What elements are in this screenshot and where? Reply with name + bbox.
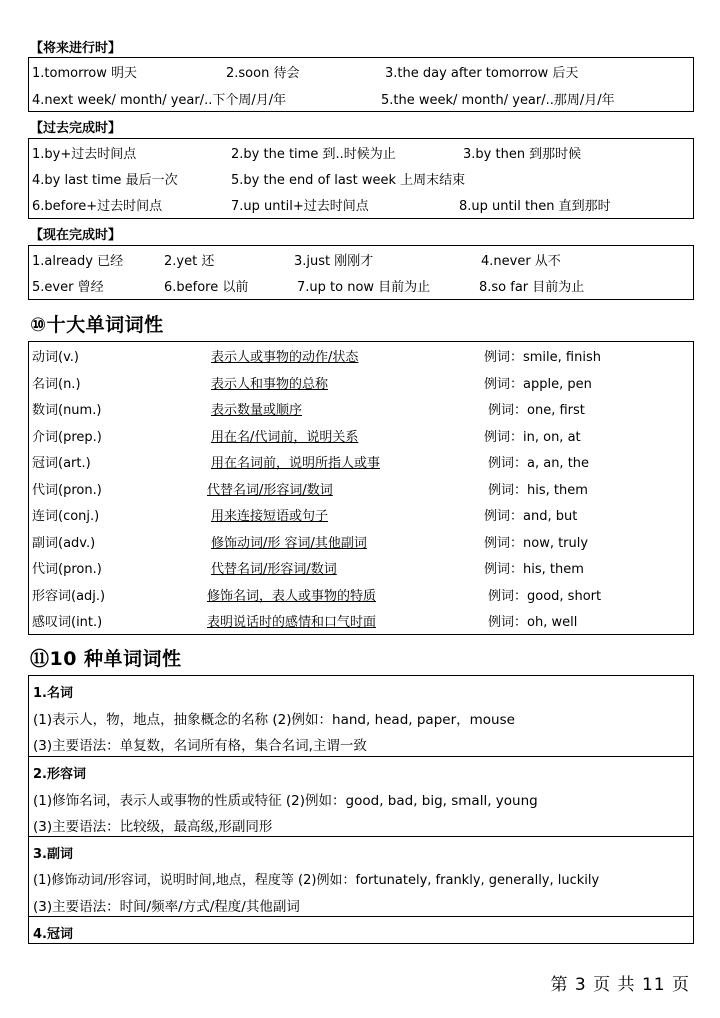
present-perfect-box bbox=[28, 245, 694, 300]
table-cell: 2.yet 还 bbox=[164, 254, 215, 269]
table-row bbox=[29, 273, 693, 299]
word-types-detail-box bbox=[28, 675, 694, 944]
table-row bbox=[29, 554, 693, 580]
table-cell: 5.the week/ month/ year/..那周/月/年 bbox=[381, 93, 615, 108]
table-cell: 5.ever 曾经 bbox=[32, 280, 104, 295]
pos-description: 表明说话时的感情和口气时面 bbox=[207, 615, 377, 630]
block-line: (3)主要语法：单复数，名词所有格，集合名词,主谓一致 bbox=[33, 738, 367, 754]
section-10-title: ⑩十大单词词性 bbox=[30, 314, 164, 336]
pos-name: 介词(prep.) bbox=[32, 429, 102, 445]
pos-example: 例词：good, short bbox=[488, 588, 602, 604]
pos-example: 例词：one, first bbox=[488, 403, 585, 418]
table-cell: 3.by then 到那时候 bbox=[463, 147, 582, 162]
pos-description: 表示人和事物的总称 bbox=[211, 376, 329, 392]
pos-example: 例词：in, on, at bbox=[484, 429, 581, 445]
table-cell: 8.so far 目前为止 bbox=[479, 280, 585, 295]
pos-description: 用在名词前，说明所指人或事 bbox=[211, 456, 381, 471]
pos-example: 例词：apple, pen bbox=[484, 376, 592, 392]
word-types-table bbox=[28, 341, 694, 635]
pos-name: 副词(adv.) bbox=[32, 535, 96, 551]
pos-name: 连词(conj.) bbox=[32, 509, 100, 524]
pos-name: 形容词(adj.) bbox=[32, 588, 106, 604]
table-row bbox=[29, 59, 693, 85]
table-cell: 3.the day after tomorrow 后天 bbox=[385, 66, 579, 81]
table-cell: 4.by last time 最后一次 bbox=[32, 173, 178, 188]
present-perfect-heading: 【现在完成时】 bbox=[30, 228, 122, 243]
table-cell: 7.up to now 目前为止 bbox=[297, 280, 431, 295]
table-cell: 2.by the time 到..时候为止 bbox=[231, 147, 396, 162]
pos-description: 用在名/代词前，说明关系 bbox=[211, 429, 359, 445]
pos-example: 例词：smile, finish bbox=[484, 350, 601, 365]
pos-example: 例词：oh, well bbox=[488, 615, 578, 630]
pos-example: 例词：and, but bbox=[484, 509, 578, 524]
table-row bbox=[29, 166, 693, 192]
page-number: 第 3 页 共 11 页 bbox=[550, 975, 690, 995]
table-row bbox=[29, 448, 693, 474]
section-11-title: ⑪10 种单词词性 bbox=[30, 648, 182, 670]
table-cell: 1.tomorrow 明天 bbox=[32, 66, 137, 81]
table-cell: 1.by+过去时间点 bbox=[32, 147, 137, 162]
pos-example: 例词：his, them bbox=[484, 562, 584, 577]
pos-description: 表示人或事物的动作/状态 bbox=[211, 350, 359, 365]
detail-block-article bbox=[29, 916, 693, 945]
pos-name: 冠词(art.) bbox=[32, 456, 91, 471]
block-line: (3)主要语法：比较级，最高级,形副同形 bbox=[33, 819, 273, 835]
block-title: 4.冠词 bbox=[33, 927, 73, 942]
table-row bbox=[29, 607, 693, 633]
pos-description: 修饰名词，表人或事物的特质 bbox=[207, 588, 377, 604]
detail-block-adjective bbox=[29, 756, 693, 837]
table-cell: 5.by the end of last week 上周末结束 bbox=[231, 173, 466, 188]
past-perfect-box bbox=[28, 138, 694, 219]
detail-block-adverb bbox=[29, 836, 693, 917]
table-cell: 4.never 从不 bbox=[481, 254, 561, 269]
table-cell: 6.before 以前 bbox=[164, 280, 249, 295]
block-line: (1)表示人，物，地点，抽象概念的名称 (2)例如：hand, head, paper，mouse bbox=[33, 712, 515, 728]
pos-name: 名词(n.) bbox=[32, 376, 81, 392]
pos-example: 例词：now, truly bbox=[484, 535, 589, 551]
table-row bbox=[29, 395, 693, 421]
block-line: (3)主要语法：时间/频率/方式/程度/其他副词 bbox=[33, 899, 300, 915]
block-title: 3.副词 bbox=[33, 847, 73, 862]
table-cell: 6.before+过去时间点 bbox=[32, 199, 163, 214]
table-row bbox=[29, 501, 693, 527]
detail-block-noun bbox=[29, 676, 693, 756]
table-cell: 4.next week/ month/ year/..下个周/月/年 bbox=[32, 93, 287, 108]
pos-example: 例词：his, them bbox=[488, 482, 588, 498]
pos-name: 代词(pron.) bbox=[32, 482, 102, 498]
table-row bbox=[29, 369, 693, 395]
future-progressive-heading: 【将来进行时】 bbox=[30, 41, 122, 56]
pos-name: 感叹词(int.) bbox=[32, 615, 103, 630]
pos-example: 例词：a, an, the bbox=[488, 456, 590, 471]
pos-description: 表示数量或顺序 bbox=[211, 403, 303, 418]
table-row bbox=[29, 192, 693, 218]
table-row bbox=[29, 247, 693, 273]
block-title: 1.名词 bbox=[33, 686, 73, 701]
table-cell: 2.soon 待会 bbox=[226, 66, 300, 81]
table-cell: 1.already 已经 bbox=[32, 254, 124, 269]
pos-name: 动词(v.) bbox=[32, 350, 79, 365]
table-row bbox=[29, 581, 693, 607]
table-row bbox=[29, 528, 693, 554]
block-title: 2.形容词 bbox=[33, 767, 86, 782]
block-line: (1)修饰动词/形容词，说明时间,地点，程度等 (2)例如：fortunately, frankly, generally, luckily bbox=[33, 873, 600, 888]
pos-description: 用来连接短语或句子 bbox=[211, 509, 329, 524]
table-row bbox=[29, 86, 693, 112]
block-line: (1)修饰名词，表示人或事物的性质或特征 (2)例如：good, bad, big, small, young bbox=[33, 793, 538, 809]
pos-description: 代替名词/形容词/数词 bbox=[211, 562, 337, 577]
table-cell: 7.up until+过去时间点 bbox=[231, 199, 369, 214]
past-perfect-heading: 【过去完成时】 bbox=[30, 121, 122, 136]
table-cell: 8.up until then 直到那时 bbox=[459, 199, 611, 214]
table-row bbox=[29, 422, 693, 448]
table-row bbox=[29, 342, 693, 368]
table-cell: 3.just 刚刚才 bbox=[294, 254, 374, 269]
pos-name: 代词(pron.) bbox=[32, 562, 102, 577]
pos-name: 数词(num.) bbox=[32, 403, 102, 418]
table-row bbox=[29, 475, 693, 501]
table-row bbox=[29, 140, 693, 166]
future-progressive-box bbox=[28, 57, 694, 112]
pos-description: 修饰动词/形 容词/其他副词 bbox=[211, 535, 367, 551]
pos-description: 代替名词/形容词/数词 bbox=[207, 482, 333, 498]
